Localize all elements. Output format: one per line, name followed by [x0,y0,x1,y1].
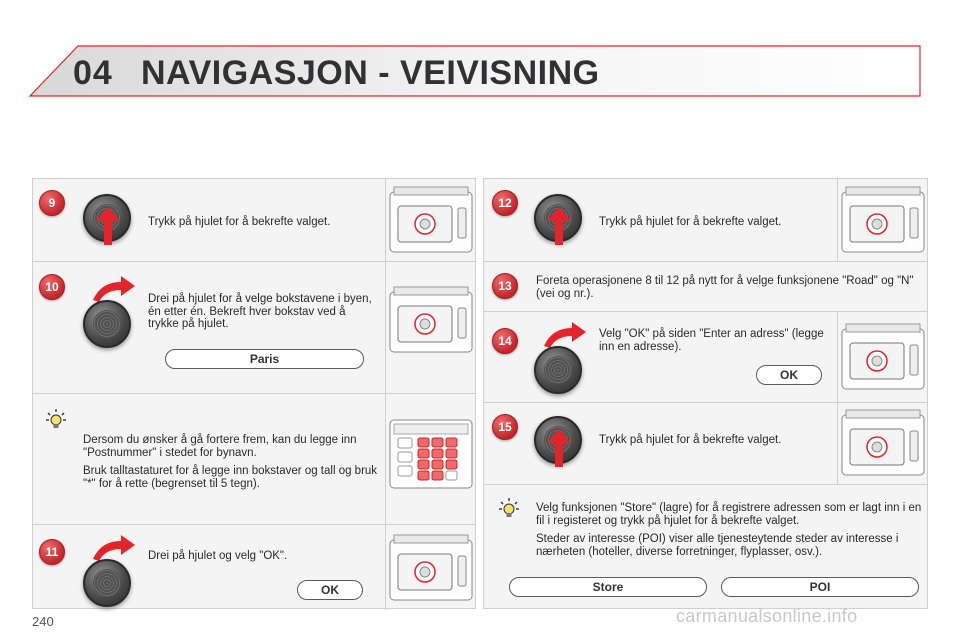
thumb-divider [385,262,386,394]
thumb-divider [385,394,386,525]
city-pill: Paris [165,349,364,369]
ok-pill: OK [297,580,363,600]
radio-unit-icon [840,321,926,393]
keypad-icon [388,418,474,490]
step-badge-11: 11 [39,539,65,565]
tip-paragraph-1: Dersom du ønsker å gå fortere frem, kan du legge inn "Postnummer" i stedet for bynavn. [83,434,357,459]
thumb-divider [837,179,838,262]
step-9-text: Trykk på hjulet for å bekrefte valget. [148,216,331,228]
step-12-section [484,179,927,262]
poi-pill: POI [721,577,919,597]
left-panel [32,178,476,609]
tip-paragraph-2: Bruk talltastaturet for å legge inn bokstaver og tall og bruk "*" for å rette (begrenset til 5 tegn). [83,465,378,490]
curved-arrow-icon [91,276,135,302]
step-10-section [33,262,475,394]
arrow-up-icon [547,207,571,245]
ok-pill: OK [756,365,822,385]
tip-text-right [536,502,924,558]
radio-unit-icon [840,184,926,256]
arrow-up-icon [96,207,120,245]
tip-section [33,394,475,525]
step-badge-14: 14 [492,328,518,354]
arrow-up-icon [547,429,571,467]
thumb-divider [385,179,386,262]
thumb-divider [385,525,386,610]
step-11-section [33,525,475,610]
step-9-section [33,179,475,262]
step-13-text: Foreta operasjonene 8 til 12 på nytt for å velge funksjonene "Road" og "N" (vei og nr.). [536,275,914,300]
watermark: carmanualsonline.info [676,606,858,626]
page-number: 240 [32,614,54,629]
step-14-section [484,312,927,403]
step-badge-9: 9 [39,190,65,216]
curved-arrow-icon [542,322,586,348]
step-10-text: Drei på hjulet for å velge bokstavene i byen, én etter én. Bekreft hver bokstav ved å trykke på hjulet. [148,293,372,330]
tip-right-paragraph-2: Steder av interesse (POI) viser alle tjenesteytende steder av interesse i nærheten (hoteller, diverse forretninger, flyplasser, osv.). [536,533,899,558]
step-badge-13: 13 [492,273,518,299]
thumb-divider [837,312,838,403]
step-12-text: Trykk på hjulet for å bekrefte valget. [599,216,782,228]
radio-unit-icon [840,407,926,479]
radio-unit-icon [388,184,474,256]
step-15-section [484,403,927,485]
step-11-text: Drei på hjulet og velg "OK". [148,550,288,562]
dial-knob-icon [83,559,131,607]
step-badge-10: 10 [39,274,65,300]
dial-knob-icon [534,346,582,394]
right-panel [483,178,928,609]
step-14-text: Velg "OK" på siden "Enter an adress" (legge inn en adresse). [599,328,824,353]
step-badge-12: 12 [492,190,518,216]
radio-unit-icon [388,532,474,604]
page-title: NAVIGASJON - VEIVISNING [141,54,600,92]
chapter-number: 04 [73,54,113,92]
store-pill: Store [509,577,707,597]
step-13-section [484,262,927,312]
curved-arrow-icon [91,535,135,561]
step-15-text: Trykk på hjulet for å bekrefte valget. [599,434,782,446]
tip-section-right [484,485,927,610]
lightbulb-icon [45,408,67,430]
lightbulb-icon [498,497,520,519]
step-badge-15: 15 [492,414,518,440]
dial-knob-icon [83,300,131,348]
tip-text [83,434,378,490]
tip-right-paragraph-1: Velg funksjonen "Store" (lagre) for å registrere adressen som er lagt inn i en fil i registeret og trykk på hjulet for å bekrefte valget. [536,502,922,527]
radio-unit-icon [388,284,474,356]
thumb-divider [837,403,838,485]
